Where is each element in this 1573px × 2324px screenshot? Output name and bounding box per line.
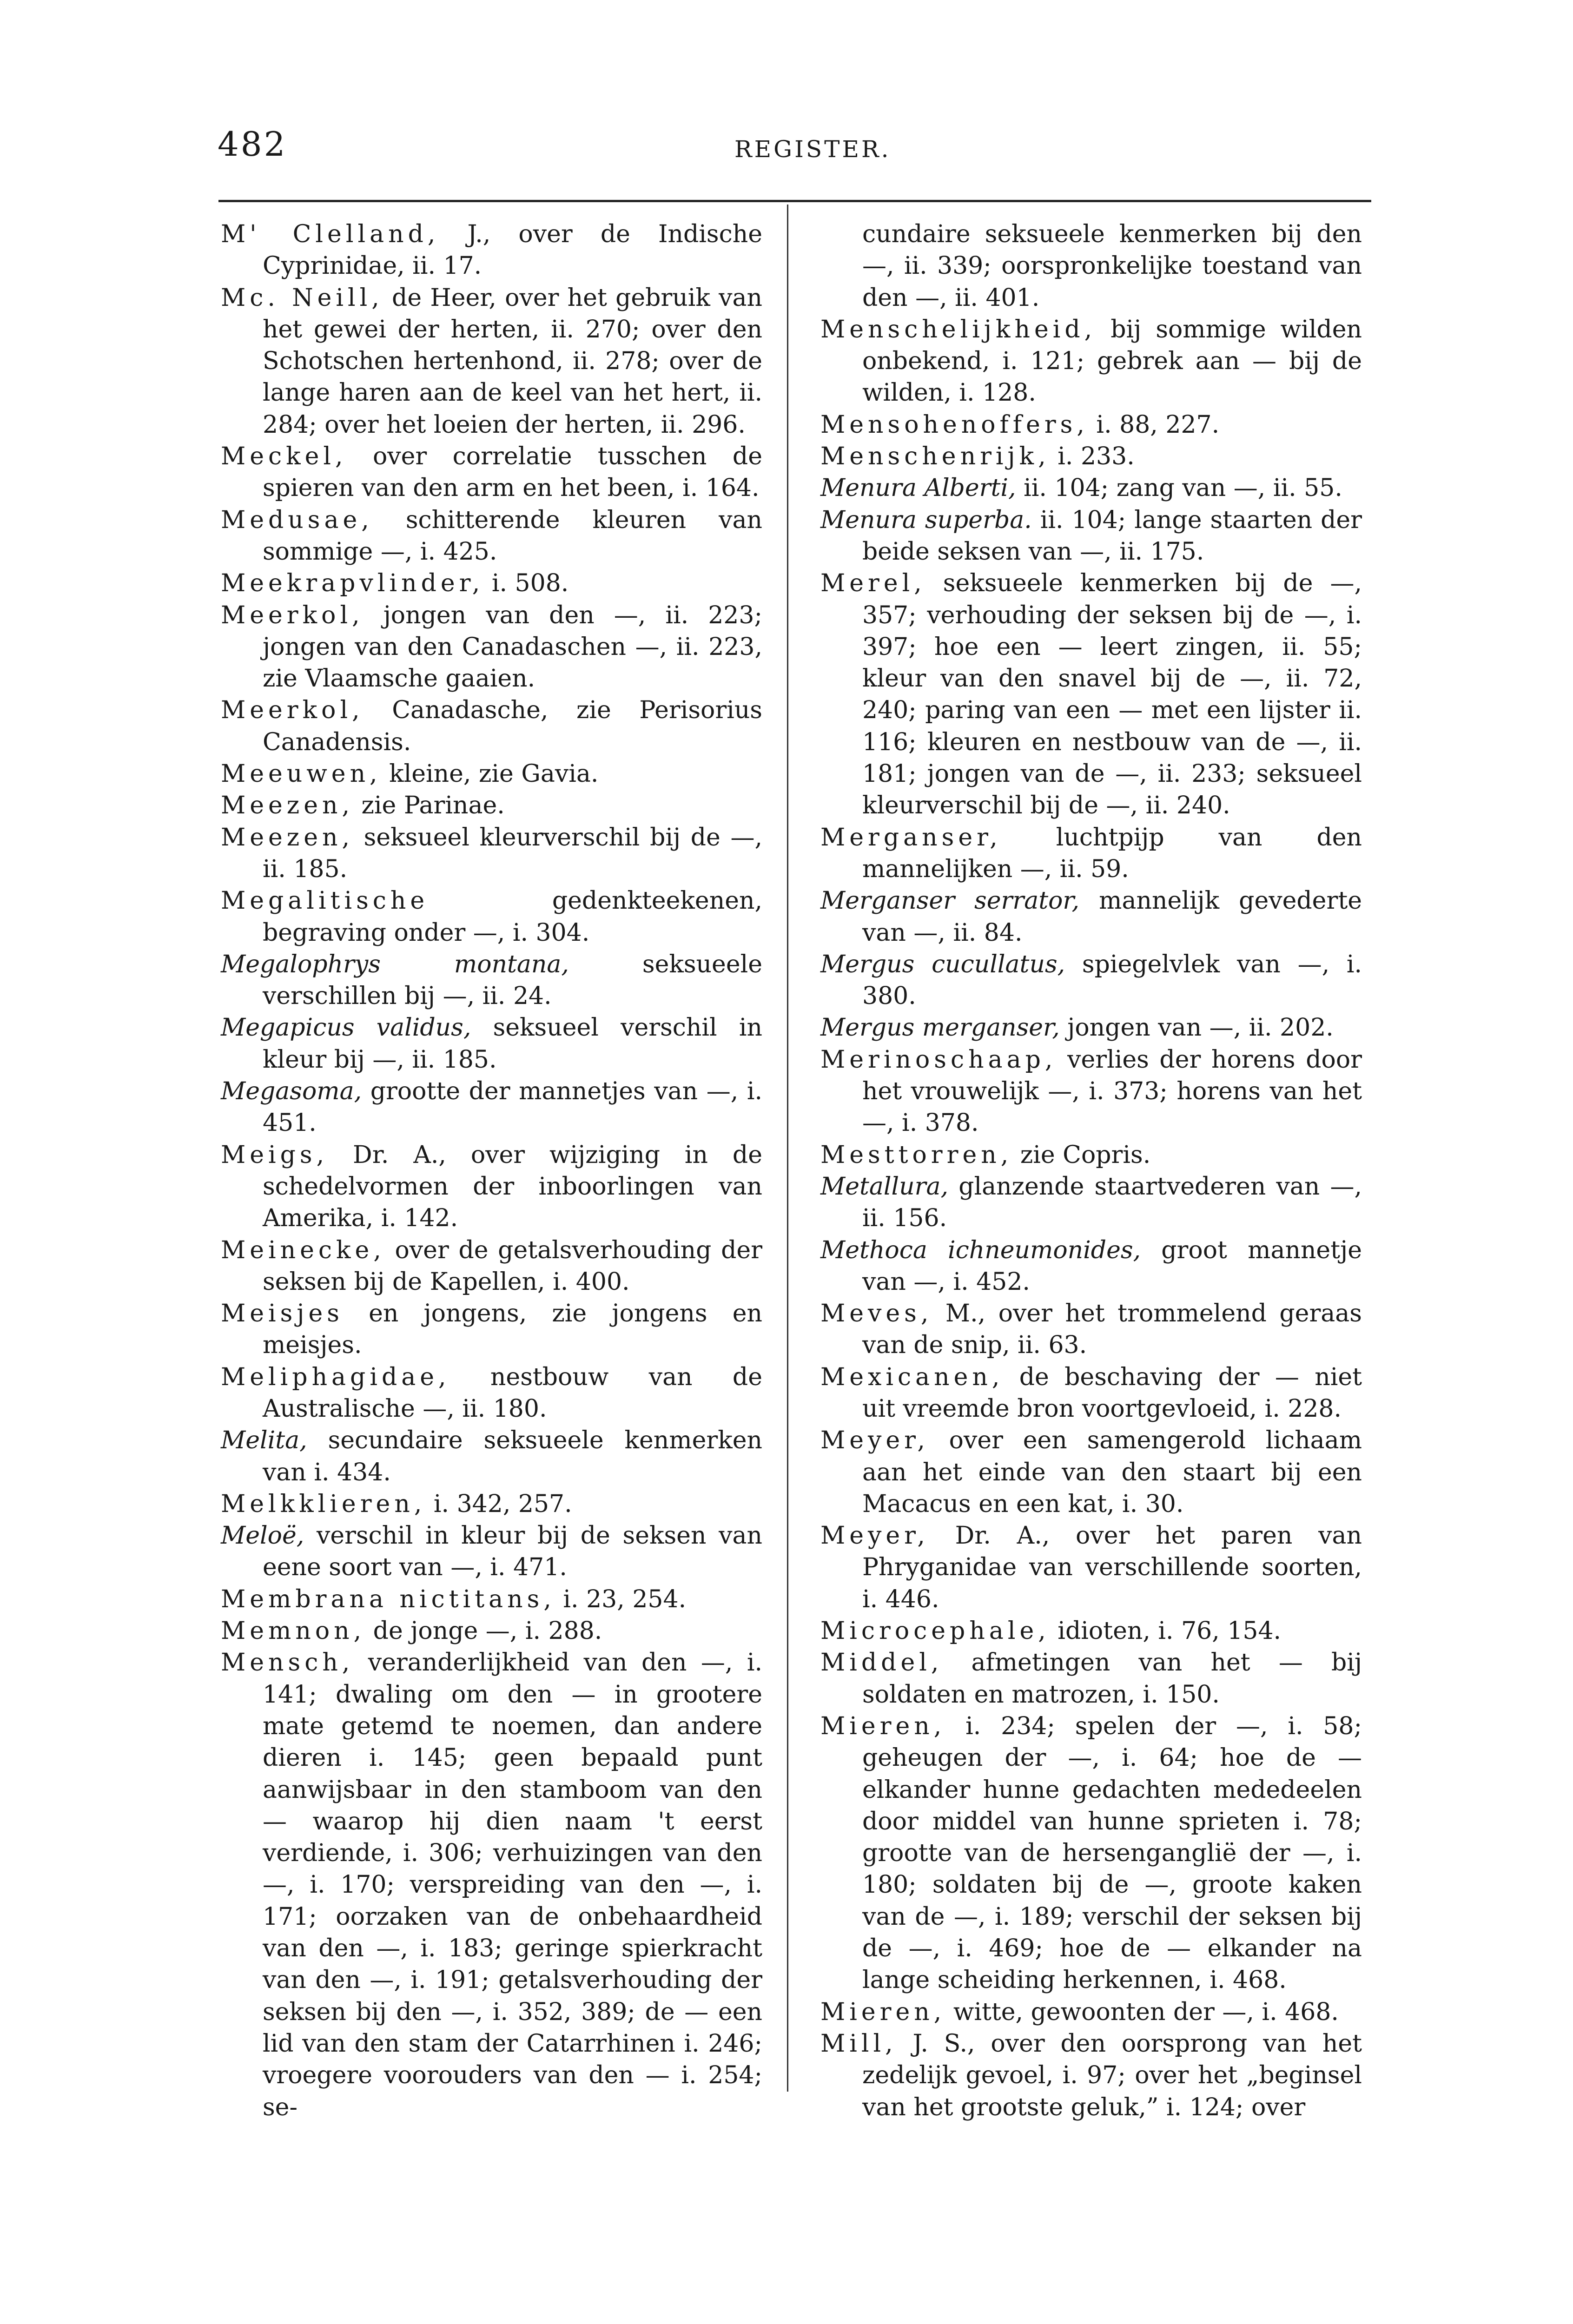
entry-headword: Meliphagidae, — [221, 1363, 450, 1391]
entry-headword: Meyer, — [820, 1522, 929, 1550]
entry-headword: Megalophrys montana, — [221, 950, 569, 978]
index-entry — [820, 1298, 1362, 1361]
entry-text: verschil in kleur bij de seksen van eene soort van —, i. 471. — [263, 1522, 762, 1582]
index-entry — [820, 1235, 1362, 1298]
entry-text: glanzende staartvederen van —, ii. 156. — [862, 1172, 1362, 1233]
entry-headword: Mieren, — [820, 1712, 946, 1740]
index-entry — [221, 1584, 762, 1615]
entry-text: grootte der mannetjes van —, i. 451. — [263, 1077, 762, 1137]
entry-text: schitterende kleuren van sommige —, i. 425. — [263, 506, 762, 566]
entry-headword: Merinoschaap, — [820, 1045, 1057, 1074]
entry-text: over een samengerold lichaam aan het einde van den staart bij een Macacus en een kat, i. 30. — [862, 1426, 1362, 1518]
entry-text: J. S., over den oorsprong van het zedelijk gevoel, i. 97; over het „beginsel van het grootste geluk,” i. 124; over — [862, 2029, 1362, 2121]
entry-headword: Meerkol, — [221, 601, 364, 629]
index-entry — [221, 1488, 762, 1520]
index-entry — [820, 1520, 1362, 1615]
entry-headword: Meisjes — [221, 1300, 344, 1328]
index-entry — [221, 758, 762, 790]
entry-headword: Megapicus validus, — [221, 1014, 471, 1042]
index-entry — [221, 504, 762, 568]
index-entry — [820, 568, 1362, 821]
entry-text: veranderlijkheid van den —, i. 141; dwaling om den — in grootere mate getemd te noemen, dan andere dieren i. 145; geen bepaald punt aanwijsbaar in den stamboom van den — waarop hij dien naam 't eerst verdiende, i. 306; verhuizingen van den —, i. 170; verspreiding van den —, i. 171; oorzaken van de onbehaardheid van den —, i. 183; geringe spierkracht van den —, i. 191; getalsverhouding der seksen bij den —, i. 352, 389; de — een lid van den stam der Catarrhinen i. 246; vroegere voorouders van den — i. 254; se- — [263, 1649, 762, 2121]
entry-text: de beschaving der — niet uit vreemde bron voortgevloeid, i. 228. — [862, 1363, 1362, 1423]
entry-text: Dr. A., over wijziging in de schedelvormen der inboorlingen van Amerika, i. 142. — [263, 1141, 762, 1233]
index-entry — [820, 1361, 1362, 1425]
index-entry — [820, 409, 1362, 441]
index-entry — [820, 218, 1362, 314]
index-entry — [820, 504, 1362, 568]
entry-headword: Mexicanen, — [820, 1363, 1004, 1391]
index-entry — [221, 1139, 762, 1235]
entry-headword: Meekrapvlinder, — [221, 569, 484, 598]
column-divider — [787, 205, 788, 2092]
entry-headword: Meckel, — [221, 442, 347, 471]
index-entry — [820, 822, 1362, 885]
left-column — [221, 218, 762, 2123]
index-entry — [820, 472, 1362, 504]
index-entry — [820, 1710, 1362, 1996]
entry-text: zie Copris. — [1012, 1141, 1151, 1169]
entry-text: afmetingen van het — bij soldaten en matrozen, i. 150. — [862, 1649, 1362, 1709]
index-entry — [820, 885, 1362, 949]
entry-text: seksueele verschillen bij —, ii. 24. — [263, 950, 762, 1010]
entry-text: Canadasche, zie Perisorius Canadensis. — [263, 696, 762, 756]
entry-text: spiegelvlek van —, i. 380. — [862, 950, 1362, 1010]
entry-headword: Methoca ichneumonides, — [820, 1236, 1141, 1264]
index-entry — [820, 1044, 1362, 1139]
index-entry — [221, 694, 762, 758]
page-number: 482 — [218, 125, 287, 164]
entry-text: witte, gewoonten der —, i. 468. — [945, 1998, 1339, 2026]
entry-headword: Menschenrijk, — [820, 442, 1050, 471]
entry-text: jongen van den —, ii. 223; jongen van den Canadaschen —, ii. 223, zie Vlaamsche gaaien. — [263, 601, 762, 693]
entry-text: M., over het trommelend geraas van de snip, ii. 63. — [862, 1300, 1362, 1360]
entry-headword: Merganser serrator, — [820, 887, 1080, 915]
entry-text: ii. 104; zang van —, ii. 55. — [1016, 474, 1342, 502]
entry-text: ii. 104; lange staarten der beide seksen van —, ii. 175. — [862, 506, 1362, 566]
entry-text: i. 88, 227. — [1088, 410, 1220, 439]
entry-headword: Middel, — [820, 1649, 943, 1677]
entry-text: i. 23, 254. — [555, 1585, 687, 1613]
entry-text: i. 508. — [484, 569, 569, 598]
entry-headword: Melita, — [221, 1426, 307, 1455]
entry-headword: Menura superba. — [820, 506, 1032, 534]
entry-text: over correlatie tusschen de spieren van den arm en het been, i. 164. — [263, 442, 762, 502]
entry-text: luchtpijp van den mannelijken —, ii. 59. — [862, 823, 1362, 883]
index-entry — [820, 1615, 1362, 1647]
entry-headword: Meves, — [820, 1300, 933, 1328]
entry-text: J., over de Indische Cyprinidae, ii. 17. — [263, 220, 762, 280]
index-entry — [221, 1361, 762, 1425]
entry-headword: Melkklieren, — [221, 1490, 426, 1518]
index-entry — [221, 1615, 762, 1647]
entry-text: gedenkteekenen, begraving onder —, i. 304. — [263, 887, 762, 947]
entry-text: bij sommige wilden onbekend, i. 121; gebrek aan — bij de wilden, i. 128. — [862, 315, 1362, 407]
index-entry — [221, 1647, 762, 2123]
entry-text: en jongens, zie jongens en meisjes. — [263, 1300, 762, 1360]
entry-text: nestbouw van de Australische —, ii. 180. — [263, 1363, 762, 1423]
entry-headword: M' Clelland, — [221, 220, 440, 248]
entry-headword: Mieren, — [820, 1998, 946, 2026]
index-entry — [820, 1139, 1362, 1171]
entry-headword: Menschelijkheid, — [820, 315, 1097, 343]
index-entry — [221, 1012, 762, 1076]
index-entry — [221, 1076, 762, 1139]
index-entry — [820, 1425, 1362, 1520]
right-column — [820, 218, 1362, 2123]
index-entry — [221, 949, 762, 1012]
header-rule — [218, 200, 1371, 202]
entry-headword: Megasoma, — [221, 1077, 362, 1106]
entry-text: de jonge —, i. 288. — [365, 1617, 602, 1645]
entry-headword: Megalitische — [221, 887, 429, 915]
index-entry — [820, 314, 1362, 409]
entry-headword: Mergus merganser, — [820, 1014, 1060, 1042]
entry-headword: Merganser, — [820, 823, 1002, 852]
entry-headword: Mesttorren, — [820, 1141, 1013, 1169]
entry-headword: Microcephale, — [820, 1617, 1050, 1645]
entry-text: kleine, zie Gavia. — [381, 760, 599, 788]
entry-text: seksueel verschil in kleur bij —, ii. 185. — [263, 1014, 763, 1074]
entry-text: secundaire seksueele kenmerken van i. 434. — [263, 1426, 762, 1486]
entry-headword: Mill, — [820, 2029, 897, 2058]
entry-text: jongen van —, ii. 202. — [1059, 1014, 1334, 1042]
index-entry — [221, 600, 762, 695]
entry-headword: Meezen, — [221, 792, 354, 820]
entry-headword: Meigs, — [221, 1141, 329, 1169]
index-entry — [221, 1425, 762, 1488]
index-entry — [221, 1520, 762, 1584]
entry-text: groot mannetje van —, i. 452. — [862, 1236, 1362, 1296]
running-head: REGISTER. — [734, 136, 891, 163]
index-entry — [221, 282, 762, 441]
entry-text: zie Parinae. — [353, 792, 505, 820]
entry-text: mannelijk gevederte van —, ii. 84. — [862, 887, 1362, 947]
entry-headword: Memnon, — [221, 1617, 366, 1645]
entry-text: cundaire seksueele kenmerken bij den —, ii. 339; oorspronkelijke toestand van den —, ii. 401. — [862, 220, 1362, 312]
entry-text: over de getalsverhouding der seksen bij de Kapellen, i. 400. — [263, 1236, 762, 1296]
entry-headword: Mc. Neill, — [221, 284, 383, 312]
entry-headword: Mensohenoffers, — [820, 410, 1089, 439]
entry-text: idioten, i. 76, 154. — [1050, 1617, 1282, 1645]
entry-headword: Metallura, — [820, 1172, 949, 1201]
entry-headword: Mensch, — [221, 1649, 354, 1677]
entry-text: i. 234; spelen der —, i. 58; geheugen der —, i. 64; hoe de — elkander hunne gedachten mededeelen door middel van hunne sprieten i. 78; grootte van de hersenganglië der —, i. 180; soldaten bij de —, groote kaken van de —, i. 189; verschil der seksen bij de —, i. 469; hoe de — elkander na lange scheiding herkennen, i. 468. — [862, 1712, 1362, 1994]
entry-headword: Meezen, — [221, 823, 354, 852]
index-entry — [820, 1996, 1362, 2028]
index-entry — [820, 1012, 1362, 1043]
index-entry — [221, 568, 762, 599]
index-entry — [221, 885, 762, 949]
entry-text: verlies der horens door het vrouwelijk —, i. 373; horens van het —, i. 378. — [862, 1045, 1362, 1137]
index-entry — [221, 218, 762, 282]
index-entry — [820, 1171, 1362, 1235]
entry-text: i. 342, 257. — [426, 1490, 572, 1518]
entry-headword: Meerkol, — [221, 696, 364, 725]
entry-headword: Merel, — [820, 569, 926, 598]
index-entry — [820, 441, 1362, 472]
index-entry — [820, 2028, 1362, 2123]
entry-headword: Meloë, — [221, 1522, 304, 1550]
entry-headword: Meinecke, — [221, 1236, 385, 1264]
entry-headword: Membrana nictitans, — [221, 1585, 555, 1613]
index-entry — [221, 790, 762, 821]
entry-headword: Menura Alberti, — [820, 474, 1016, 502]
entry-text: Dr. A., over het paren van Phryganidae van verschillende soorten, i. 446. — [862, 1522, 1362, 1613]
index-entry — [221, 822, 762, 885]
entry-headword: Medusae, — [221, 506, 373, 534]
entry-headword: Meyer, — [820, 1426, 929, 1455]
index-entry — [820, 949, 1362, 1012]
entry-headword: Mergus cucullatus, — [820, 950, 1065, 978]
entry-text: de Heer, over het gebruik van het gewei der herten, ii. 270; over den Schotschen hertenhond, ii. 278; over de lange haren aan de keel van het hert, ii. 284; over het loeien der herten, ii. 296. — [263, 284, 763, 439]
index-entry — [221, 441, 762, 504]
entry-text: i. 233. — [1050, 442, 1135, 471]
entry-headword: Meeuwen, — [221, 760, 382, 788]
entry-text: seksueel kleurverschil bij de —, ii. 185. — [263, 823, 762, 883]
index-entry — [221, 1298, 762, 1361]
index-entry — [221, 1235, 762, 1298]
index-entry — [820, 1647, 1362, 1710]
entry-text: seksueele kenmerken bij de —, 357; verhouding der seksen bij de —, i. 397; hoe een — leert zingen, ii. 55; kleur van den snavel bij de —, ii. 72, 240; paring van een — met een lijster ii. 116; kleuren en nestbouw van de —, ii. 181; jongen van de —, ii. 233; seksueel kleurverschil bij de —, ii. 240. — [862, 569, 1362, 820]
